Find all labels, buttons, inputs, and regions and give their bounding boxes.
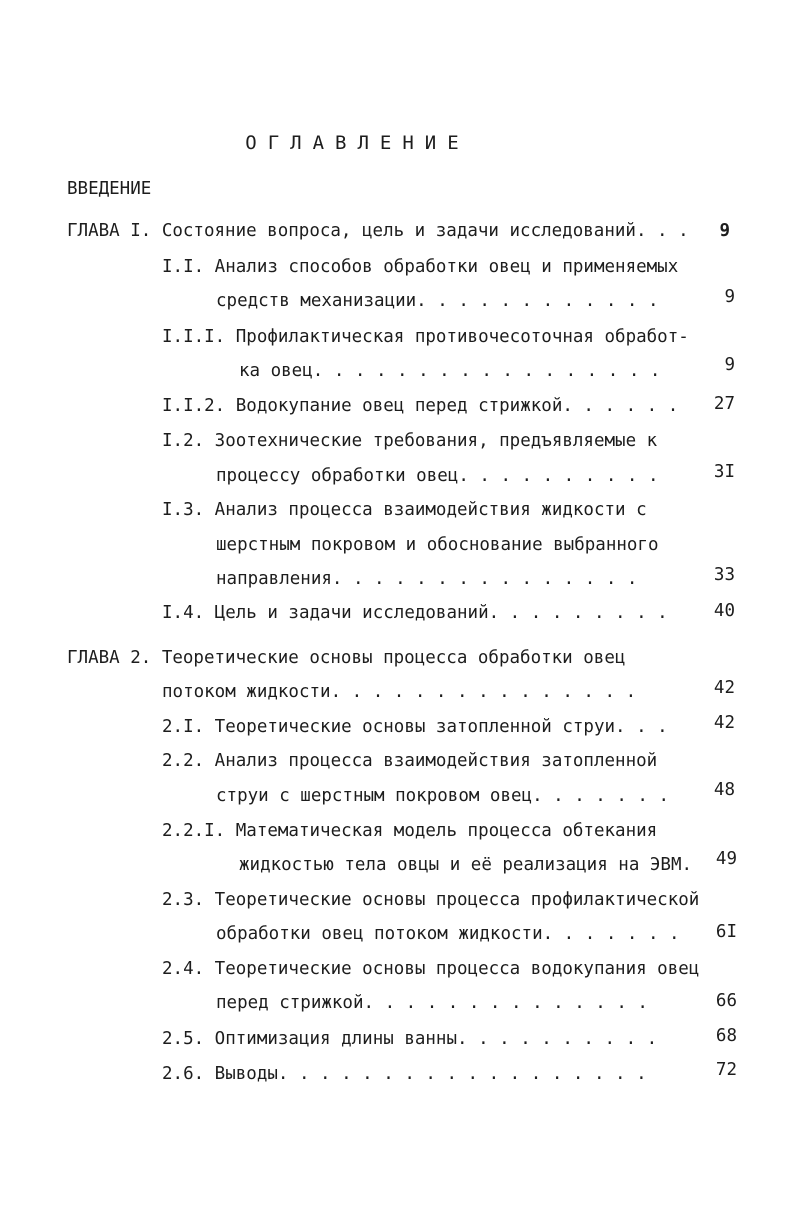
toc-entry-line: жидкостью тела овцы и её реализация на ЭВМ. <box>239 855 693 875</box>
toc-entry-line: 2.I. Теоретические основы затопленной струи. . . <box>162 717 668 737</box>
toc-entry-line: 2.2.I. Математическая модель процесса обтекания <box>162 821 658 841</box>
toc-page-number: 48 <box>713 780 735 800</box>
toc-entry-line: I.I.2. Водокупание овец перед стрижкой. . . . . . <box>162 396 679 416</box>
toc-page-number: 9 <box>719 221 730 241</box>
toc-entry-line: 2.6. Выводы. . . . . . . . . . . . . . . . . . <box>162 1064 647 1084</box>
toc-page-number: 9 <box>724 355 735 375</box>
toc-entry-line: I.3. Анализ процесса взаимодействия жидкости с <box>162 500 647 520</box>
toc-entry-line: потоком жидкости. . . . . . . . . . . . . . . <box>162 682 637 702</box>
toc-entry-line: 2.2. Анализ процесса взаимодействия затопленной <box>162 751 658 771</box>
toc-entry-line: 2.3. Теоретические основы процесса профилактической <box>162 890 700 910</box>
toc-page-number: 68 <box>715 1026 737 1046</box>
toc-entry-line: процессу обработки овец. . . . . . . . . . <box>216 466 659 486</box>
toc-page-number: 66 <box>715 991 737 1011</box>
toc-entry-line: ка овец. . . . . . . . . . . . . . . . . <box>239 361 661 381</box>
toc-page-number: 72 <box>715 1060 737 1080</box>
toc-entry-line: I.I.I. Профилактическая противочесоточная обработ- <box>162 327 689 347</box>
toc-entry-line: ГЛАВА 2. Теоретические основы процесса обработки овец <box>67 648 626 668</box>
toc-page-number: 33 <box>713 565 735 585</box>
toc-page-number: 6I <box>715 922 737 942</box>
toc-entry-line: средств механизации. . . . . . . . . . . . <box>216 291 659 311</box>
intro-entry: ВВЕДЕНИЕ <box>67 179 152 199</box>
toc-page-number: 42 <box>713 713 735 733</box>
toc-entry-line: шерстным покровом и обоснование выбранного <box>216 535 659 555</box>
toc-entry-line: перед стрижкой. . . . . . . . . . . . . . <box>216 993 648 1013</box>
toc-page-number: 27 <box>713 394 735 414</box>
toc-entry-line: I.4. Цель и задачи исследований. . . . . . . . . <box>162 603 668 623</box>
toc-entry-line: 2.4. Теоретические основы процесса водокупания овец <box>162 959 700 979</box>
toc-page-number: 9 <box>724 287 735 307</box>
page-title: ОГЛАВЛЕНИЕ <box>245 132 470 154</box>
toc-entry-line: ГЛАВА I. Состояние вопроса, цель и задачи исследований. . . <box>67 221 689 241</box>
toc-page-number: 3I <box>713 462 735 482</box>
toc-entry-line: обработки овец потоком жидкости. . . . . . . <box>216 924 680 944</box>
toc-page-number: 40 <box>713 601 735 621</box>
toc-entry-line: струи с шерстным покровом овец. . . . . . . <box>216 786 670 806</box>
toc-entry-line: I.2. Зоотехнические требования, предъявляемые к <box>162 431 658 451</box>
toc-page-number: 42 <box>713 678 735 698</box>
toc-entry-line: направления. . . . . . . . . . . . . . . <box>216 569 638 589</box>
toc-entry-line: 2.5. Оптимизация длины ванны. . . . . . . . . . <box>162 1029 658 1049</box>
toc-entry-line: I.I. Анализ способов обработки овец и применяемых <box>162 257 679 277</box>
toc-page-number: 49 <box>715 849 737 869</box>
